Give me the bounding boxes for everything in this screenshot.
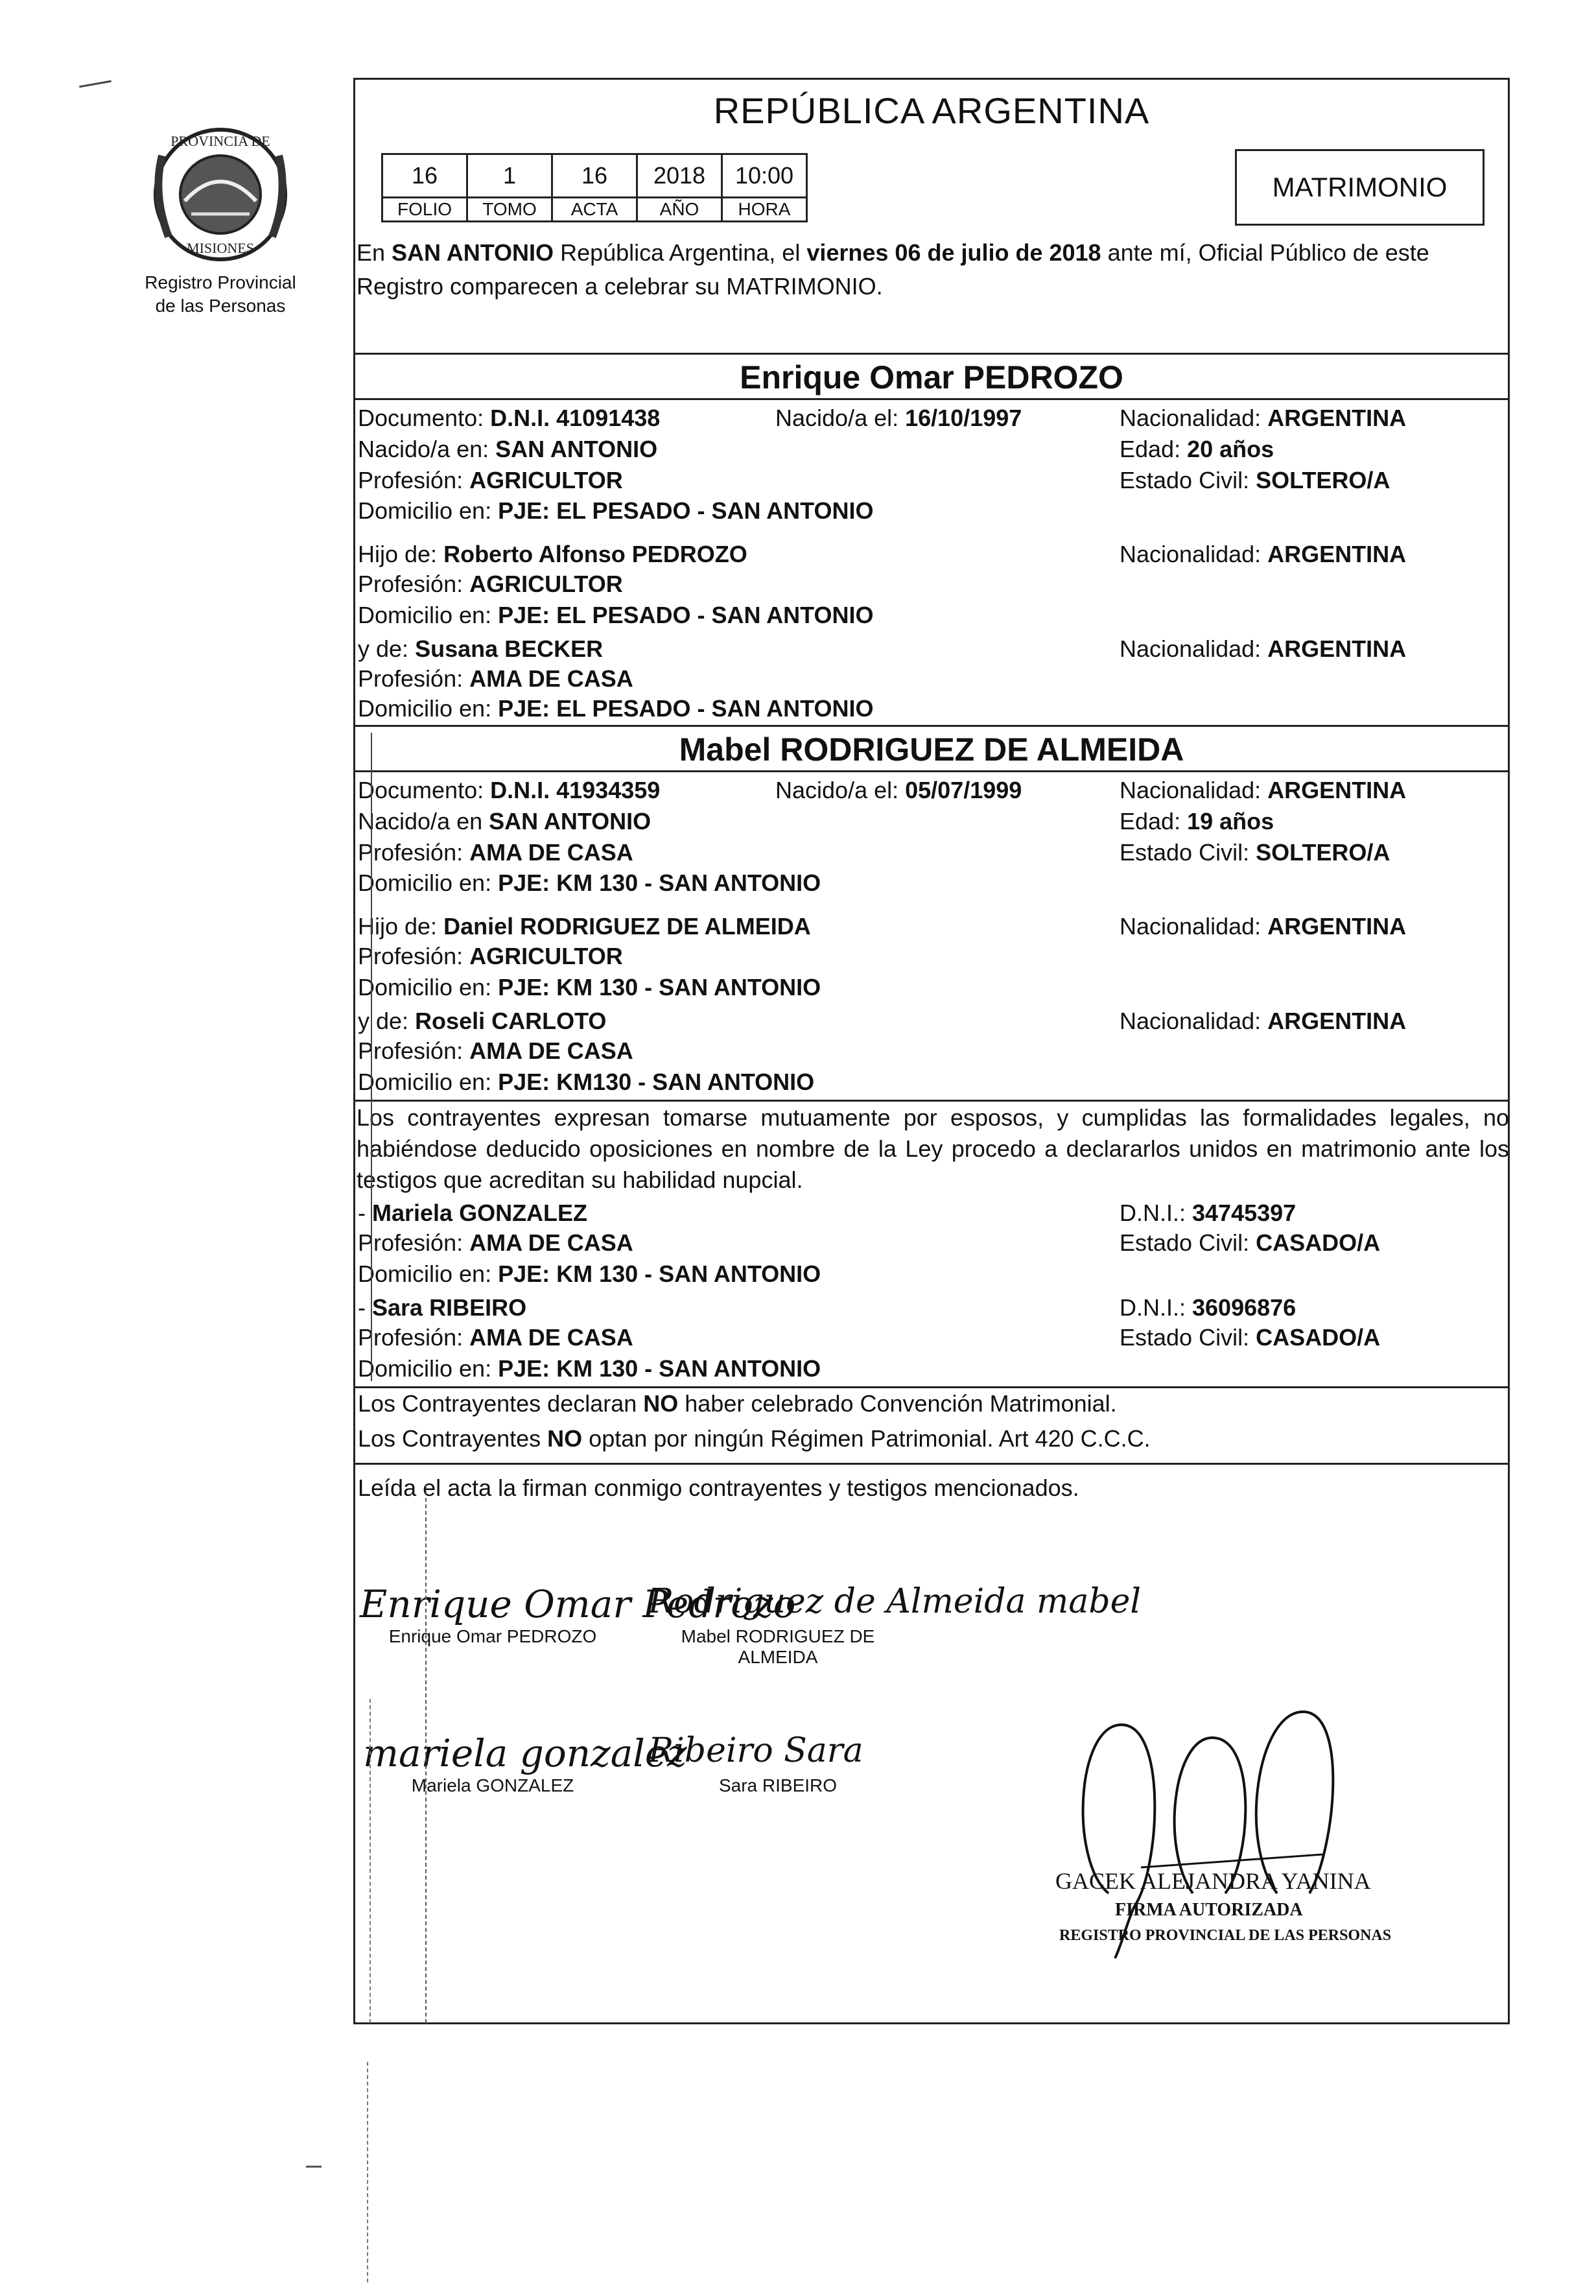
- bride-nacido-el: Nacido/a el: 05/07/1999: [775, 777, 1022, 803]
- bride-profesion: Profesión: AMA DE CASA: [358, 839, 633, 866]
- folio-value: 16: [382, 154, 467, 198]
- witness-1-signature: mariela gonzalez: [363, 1731, 687, 1775]
- bride-estado-civil: Estado Civil: SOLTERO/A: [1120, 839, 1391, 866]
- groom-mother-nacionalidad: Nacionalidad: ARGENTINA: [1120, 635, 1407, 662]
- convencion-line-1: Los Contrayentes declaran NO haber celebrado Convención Matrimonial.: [358, 1390, 1117, 1417]
- anio-value: 2018: [637, 154, 722, 198]
- provincial-seal-logo: [139, 117, 301, 272]
- groom-nacido-en: Nacido/a en: SAN ANTONIO: [358, 436, 658, 462]
- closing-statement: Leída el acta la firman conmigo contrayentes y testigos mencionados.: [358, 1474, 1079, 1501]
- acta-value: 16: [552, 154, 637, 198]
- act-type-box: MATRIMONIO: [1235, 149, 1485, 226]
- witness-2-profesion: Profesión: AMA DE CASA: [358, 1324, 633, 1351]
- bride-father-nacionalidad: Nacionalidad: ARGENTINA: [1120, 913, 1407, 940]
- bride-signature: Rodriguez de Almeida mabel: [648, 1582, 1142, 1621]
- bride-father-domicilio: Domicilio en: PJE: KM 130 - SAN ANTONIO: [358, 974, 821, 1000]
- scan-mark-line: [370, 1699, 371, 2023]
- bride-nacionalidad: Nacionalidad: ARGENTINA: [1120, 777, 1407, 803]
- folio-label: FOLIO: [382, 198, 467, 222]
- bride-father: Hijo de: Daniel RODRIGUEZ DE ALMEIDA: [358, 913, 811, 940]
- bride-name: Mabel RODRIGUEZ DE ALMEIDA: [679, 731, 1184, 768]
- witness-1-domicilio: Domicilio en: PJE: KM 130 - SAN ANTONIO: [358, 1260, 821, 1287]
- groom-mother-domicilio: Domicilio en: PJE: EL PESADO - SAN ANTONIO: [358, 695, 874, 722]
- groom-signature-label: Enrique Omar PEDROZO: [388, 1626, 597, 1646]
- hora-label: HORA: [722, 198, 807, 222]
- witness-2-name: - Sara RIBEIRO: [358, 1294, 527, 1321]
- declaration-paragraph: Los contrayentes expresan tomarse mutuamente por esposos, y cumplidas las formalidades legales, no habiéndose deducido oposiciones en nombre de la Ley procedo a declararlos unidos en matrimonio ante los testigos que acreditan su habilidad nupcial.: [357, 1104, 1509, 1193]
- bride-nacido-en: Nacido/a en SAN ANTONIO: [358, 808, 651, 834]
- svg-text:MISIONES: MISIONES: [187, 240, 254, 256]
- anio-label: AÑO: [637, 198, 722, 222]
- tomo-value: 1: [467, 154, 552, 198]
- groom-nacido-el: Nacido/a el: 16/10/1997: [775, 405, 1022, 431]
- svg-text:PROVINCIA DE: PROVINCIA DE: [170, 133, 270, 149]
- divider: [353, 770, 1510, 772]
- groom-profesion: Profesión: AGRICULTOR: [358, 467, 623, 493]
- divider: [353, 1463, 1510, 1465]
- witness-1-name: - Mariela GONZALEZ: [358, 1200, 588, 1226]
- bride-father-profesion: Profesión: AGRICULTOR: [358, 943, 623, 969]
- intro-paragraph: En SAN ANTONIO República Argentina, el viernes 06 de julio de 2018 ante mí, Oficial Público de este Registro comparecen a celebrar su MATRIMONIO.: [357, 239, 1429, 300]
- witness-2-signature: Ribeiro Sara: [648, 1731, 863, 1770]
- registro-provincial-label: Registro Provincial de las Personas: [145, 272, 296, 316]
- witness-1-estado-civil: Estado Civil: CASADO/A: [1120, 1229, 1381, 1256]
- groom-nacionalidad: Nacionalidad: ARGENTINA: [1120, 405, 1407, 431]
- groom-father-profesion: Profesión: AGRICULTOR: [358, 571, 623, 597]
- bride-mother-domicilio: Domicilio en: PJE: KM130 - SAN ANTONIO: [358, 1069, 815, 1095]
- divider: [353, 398, 1510, 400]
- scan-mark: [79, 80, 111, 88]
- groom-father-domicilio: Domicilio en: PJE: EL PESADO - SAN ANTONIO: [358, 602, 874, 628]
- scan-mark-line: [367, 2062, 368, 2282]
- scan-mark-line: [371, 733, 372, 1381]
- groom-mother: y de: Susana BECKER: [358, 635, 604, 662]
- groom-father: Hijo de: Roberto Alfonso PEDROZO: [358, 541, 747, 567]
- document-title: REPÚBLICA ARGENTINA: [713, 90, 1150, 131]
- divider: [353, 725, 1510, 727]
- scan-mark-line: [425, 1485, 427, 2023]
- groom-documento: Documento: D.N.I. 41091438: [358, 405, 661, 431]
- bride-mother: y de: Roseli CARLOTO: [358, 1008, 607, 1034]
- divider: [353, 353, 1510, 355]
- stamp-organization: REGISTRO PROVINCIAL DE LAS PERSONAS: [1059, 1927, 1392, 1944]
- groom-signature: Enrique Omar Pedrozo: [360, 1582, 796, 1626]
- bride-mother-nacionalidad: Nacionalidad: ARGENTINA: [1120, 1008, 1407, 1034]
- bride-signature-label: Mabel RODRIGUEZ DE ALMEIDA: [681, 1626, 875, 1667]
- stamp-official-name: GACEK ALEJANDRA YANINA: [1055, 1868, 1371, 1894]
- witness-1-dni: D.N.I.: 34745397: [1120, 1200, 1297, 1226]
- stamp-official-title: FIRMA AUTORIZADA: [1115, 1900, 1303, 1920]
- witness-2-dni: D.N.I.: 36096876: [1120, 1294, 1297, 1321]
- divider: [353, 1386, 1510, 1388]
- groom-name: Enrique Omar PEDROZO: [740, 359, 1123, 396]
- witness-2-estado-civil: Estado Civil: CASADO/A: [1120, 1324, 1381, 1351]
- groom-mother-profesion: Profesión: AMA DE CASA: [358, 665, 633, 692]
- convencion-line-2: Los Contrayentes NO optan por ningún Régimen Patrimonial. Art 420 C.C.C.: [358, 1425, 1151, 1452]
- witness-1-profesion: Profesión: AMA DE CASA: [358, 1229, 633, 1256]
- bride-documento: Documento: D.N.I. 41934359: [358, 777, 661, 803]
- witness-2-signature-label: Sara RIBEIRO: [718, 1775, 838, 1795]
- bride-domicilio: Domicilio en: PJE: KM 130 - SAN ANTONIO: [358, 870, 821, 896]
- divider: [353, 1100, 1510, 1102]
- bride-edad: Edad: 19 años: [1120, 808, 1274, 834]
- groom-estado-civil: Estado Civil: SOLTERO/A: [1120, 467, 1391, 493]
- groom-father-nacionalidad: Nacionalidad: ARGENTINA: [1120, 541, 1407, 567]
- act-identification-table: [381, 153, 808, 222]
- tomo-label: TOMO: [467, 198, 552, 222]
- groom-domicilio: Domicilio en: PJE: EL PESADO - SAN ANTONIO: [358, 497, 874, 524]
- witness-1-signature-label: Mariela GONZALEZ: [411, 1775, 574, 1795]
- groom-edad: Edad: 20 años: [1120, 436, 1274, 462]
- witness-2-domicilio: Domicilio en: PJE: KM 130 - SAN ANTONIO: [358, 1355, 821, 1382]
- scan-mark: [306, 2166, 322, 2168]
- bride-mother-profesion: Profesión: AMA DE CASA: [358, 1037, 633, 1064]
- acta-label: ACTA: [552, 198, 637, 222]
- hora-value: 10:00: [722, 154, 807, 198]
